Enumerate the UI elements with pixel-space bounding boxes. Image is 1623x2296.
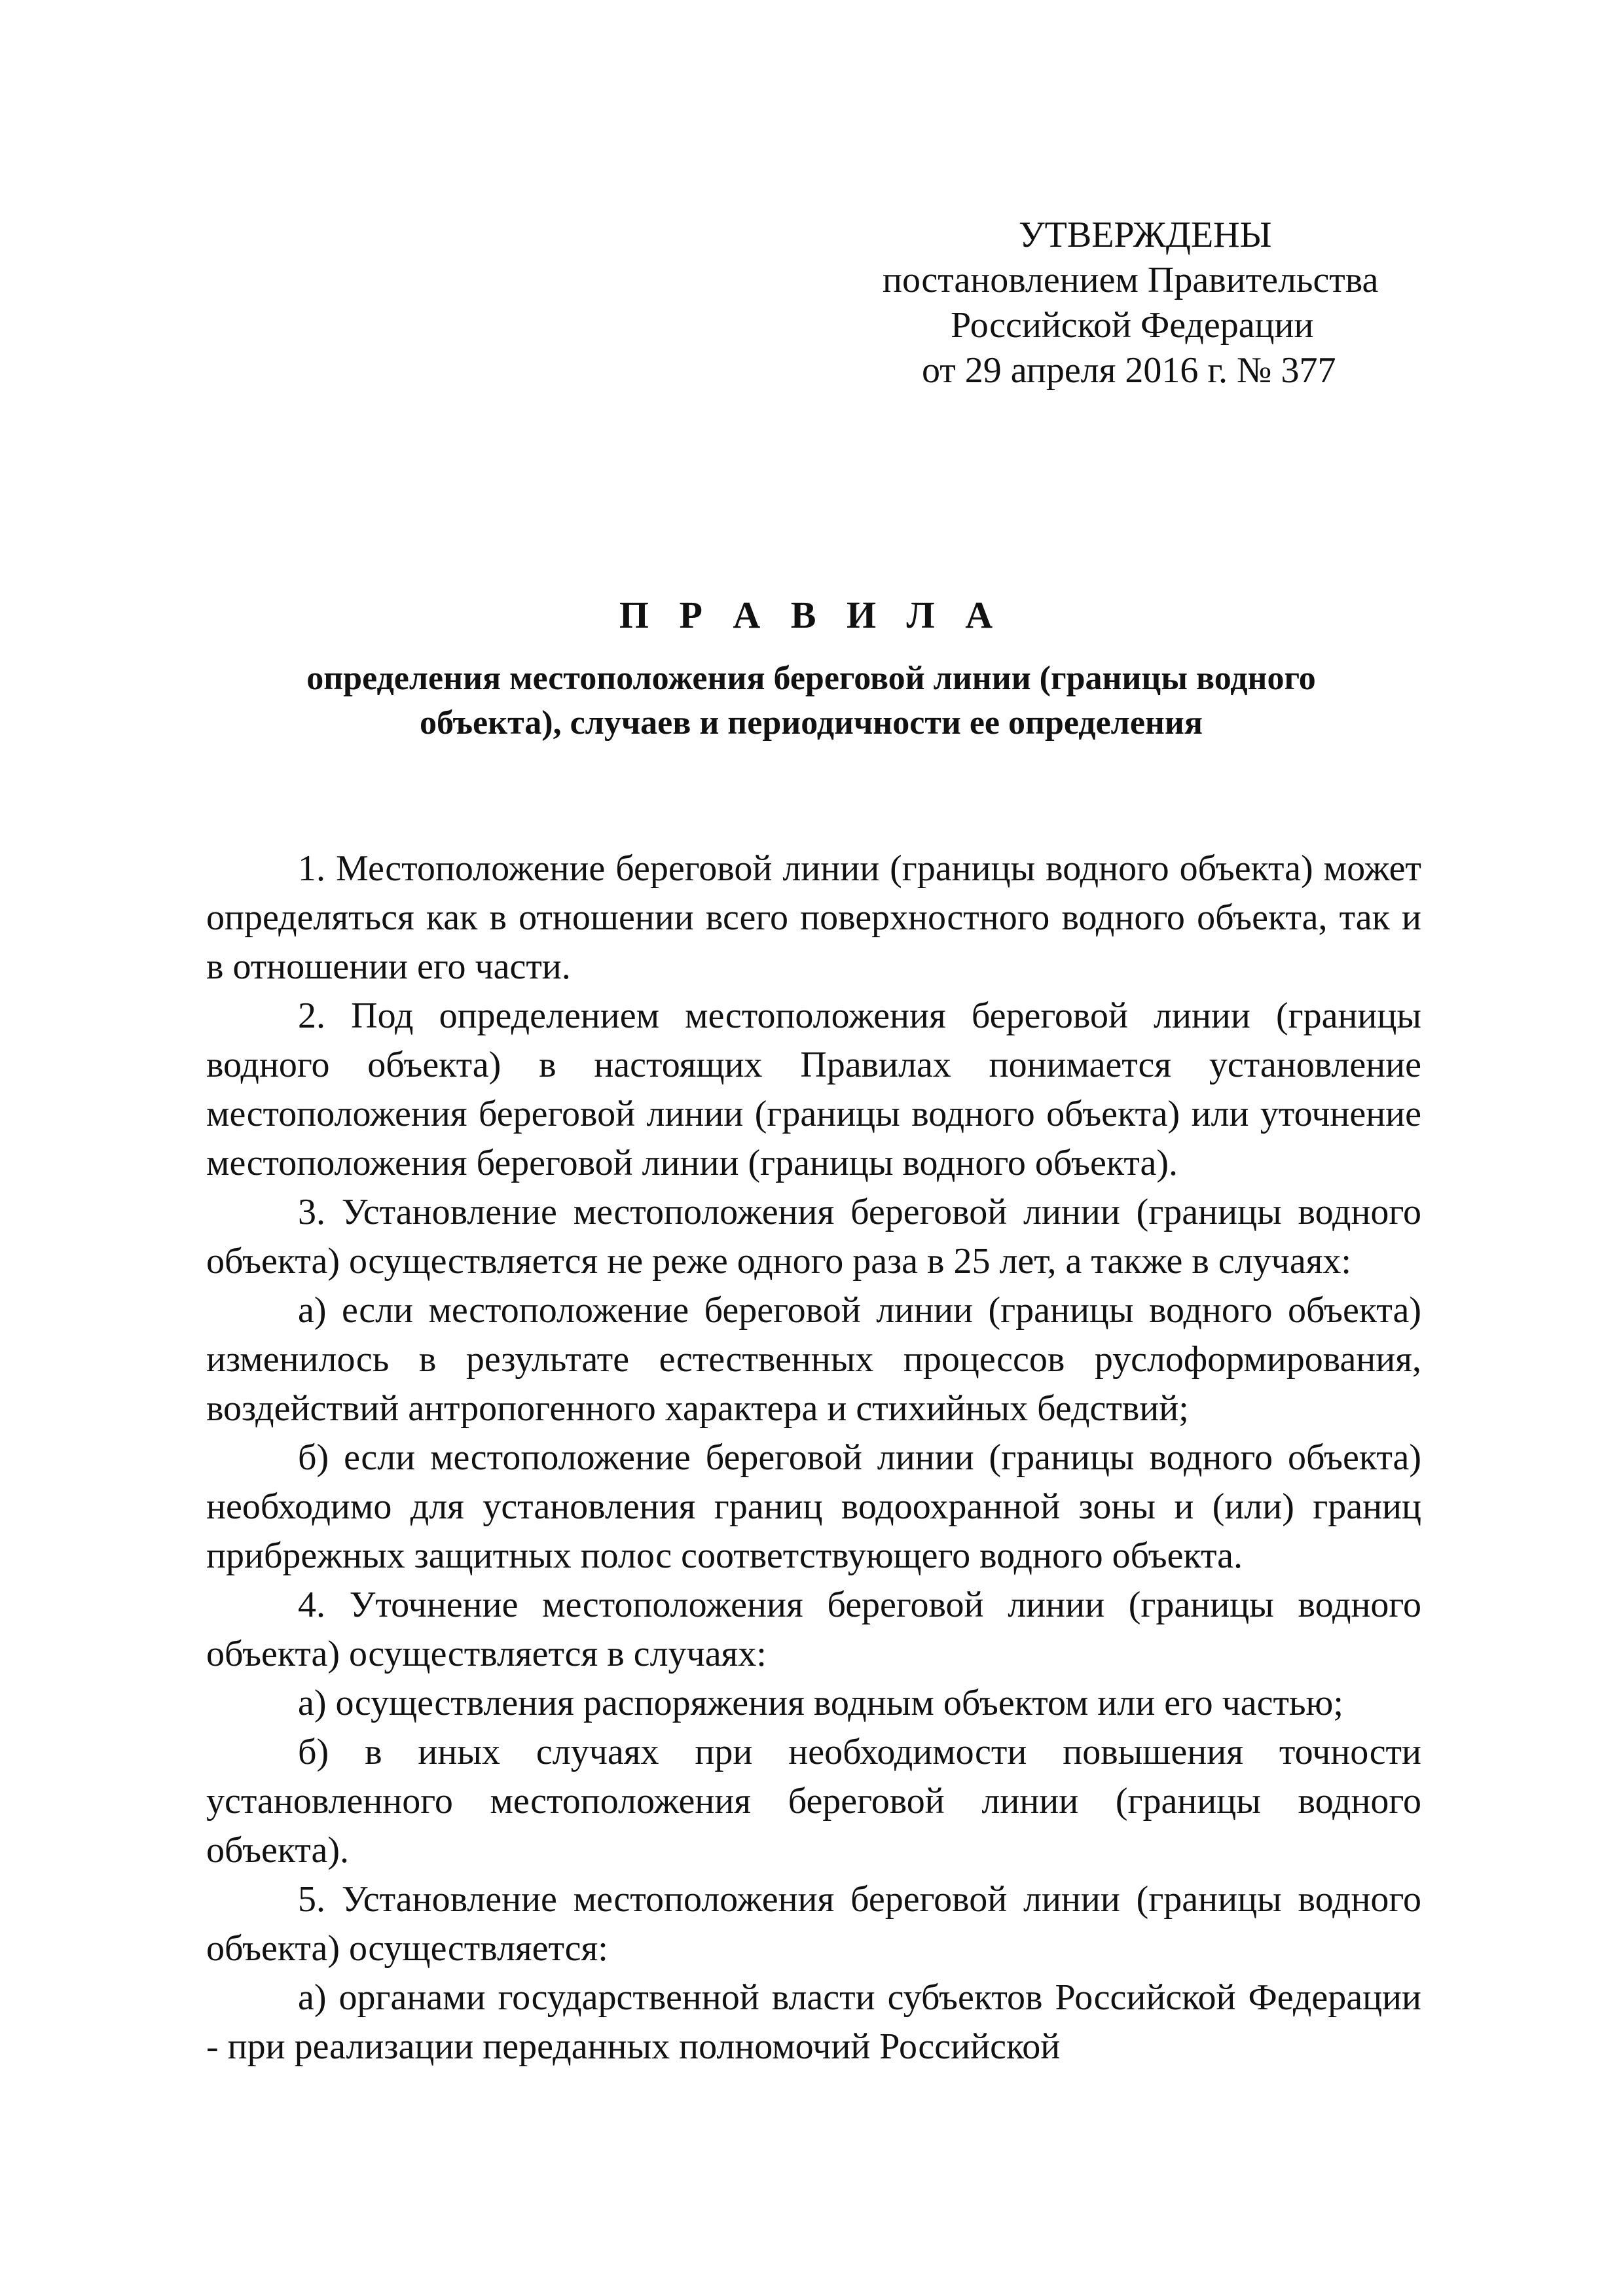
document-subtitle-line-2: объекта), случаев и периодичности ее определения <box>420 704 1203 742</box>
paragraph-4a: а) осуществления распоряжения водным объектом или его частью; <box>298 1683 1343 1723</box>
document-title: П Р А В И Л А <box>619 594 1004 636</box>
paragraph-3b: б) если местоположение береговой линии (границы водного объекта) необходимо для установления границ водоохранной зоны и (или) границ прибрежных защитных полос соответствующего водного объекта. <box>206 1437 1421 1576</box>
paragraph-4b: б) в иных случаях при необходимости повышения точности установленного местоположения береговой линии (границы водного объекта). <box>206 1732 1421 1871</box>
approval-heading: УТВЕРЖДЕНЫ <box>1019 215 1272 255</box>
paragraph-2: 2. Под определением местоположения береговой линии (границы водного объекта) в настоящих Правилах понимается установление местоположения береговой линии (границы водного объекта) или уточнение местоположения береговой линии (границы водного объекта). <box>206 996 1421 1183</box>
paragraph-3: 3. Установление местоположения береговой линии (границы водного объекта) осуществляется не реже одного раза в 25 лет, а также в случаях: <box>206 1192 1421 1282</box>
document-title-block <box>196 592 1426 745</box>
document-body <box>206 844 1421 2072</box>
document-subtitle <box>196 656 1426 745</box>
approval-decree-line: постановлением Правительства <box>883 260 1379 300</box>
document-subtitle-line-1: определения местоположения береговой линии (границы водного <box>306 660 1316 697</box>
paragraph-5: 5. Установление местоположения береговой линии (границы водного объекта) осуществляется: <box>206 1879 1421 1969</box>
paragraph-1: 1. Местоположение береговой линии (границы водного объекта) может определяться как в отношении всего поверхностного водного объекта, так и в отношении его части. <box>206 848 1421 987</box>
paragraph-4: 4. Уточнение местоположения береговой линии (границы водного объекта) осуществляется в случаях: <box>206 1585 1421 1674</box>
paragraph-5a: а) органами государственной власти субъектов Российской Федерации - при реализации переданных полномочий Российской <box>206 1977 1421 2067</box>
approval-stamp <box>877 213 1440 393</box>
approval-authority-line: Российской Федерации <box>951 305 1314 346</box>
paragraph-3a: а) если местоположение береговой линии (границы водного объекта) изменилось в результате естественных процессов руслоформирования, воздействий антропогенного характера и стихийных бедствий; <box>206 1290 1421 1429</box>
approval-date-number: от 29 апреля 2016 г. № 377 <box>922 350 1336 391</box>
